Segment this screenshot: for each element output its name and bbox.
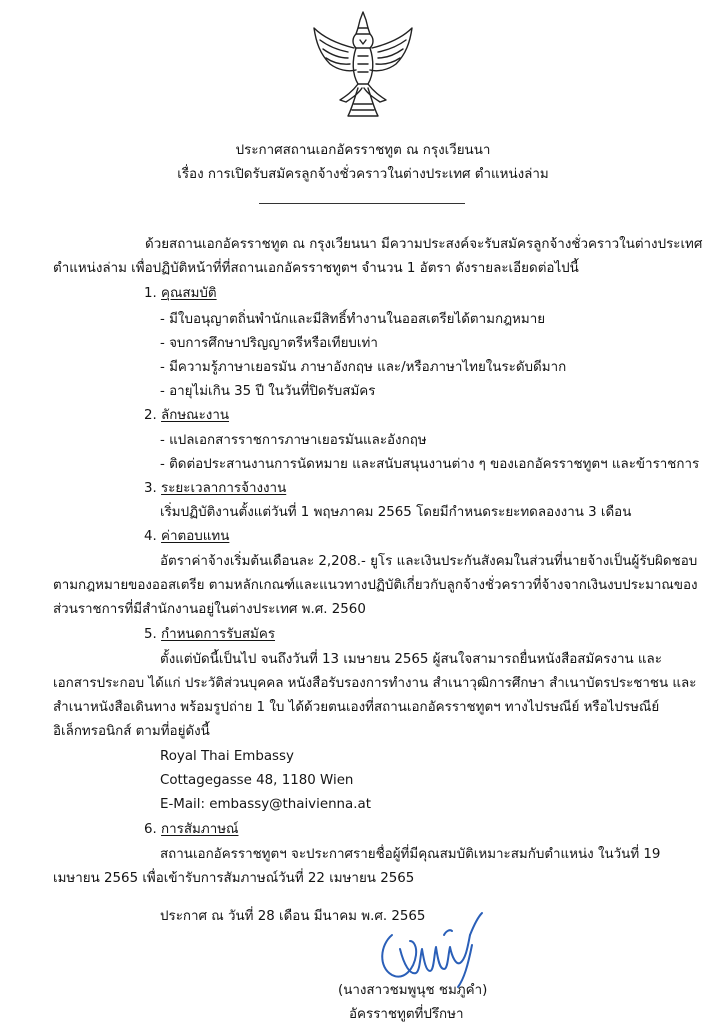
intro-line-1: ด้วยสถานเอกอัครราชทูต ณ กรุงเวียนนา มีความประสงค์จะรับสมัครลูกจ้างชั่วคราวในต่างประเทศ [145, 237, 703, 252]
section-number: 1. [144, 286, 157, 301]
section-4-line-2: ตามกฎหมายของออสเตรีย ตามหลักเกณฑ์และแนวทางปฏิบัติเกี่ยวกับลูกจ้างชั่วคราวที่จ้างจากเงินงบประมาณของ [53, 578, 698, 593]
list-item: - อายุไม่เกิน 35 ปี ในวันที่ปิดรับสมัคร [160, 384, 376, 399]
subject-line: เรื่อง การเปิดรับสมัครลูกจ้างชั่วคราวในต่างประเทศ ตำแหน่งล่าม [177, 167, 549, 182]
section-number: 4. [144, 529, 157, 544]
list-item: - จบการศึกษาปริญญาตรีหรือเทียบเท่า [160, 336, 378, 351]
section-6-heading [144, 823, 238, 838]
section-5-line-3: สำเนาหนังสือเดินทาง พร้อมรูปถ่าย 1 ใบ ได้ด้วยตนเองที่สถานเอกอัครราชทูตฯ ทางไปรษณีย์ หรือไปรษณีย์ [53, 700, 660, 715]
signatory-name: (นางสาวชมพูนุช ชมภูคำ) [338, 983, 488, 998]
section-number: 2. [144, 408, 157, 423]
signatory-title: อัครราชทูตที่ปรึกษา [349, 1007, 464, 1022]
section-5-line-4: อิเล็กทรอนิกส์ ตามที่อยู่ดังนี้ [53, 724, 210, 739]
section-5-line-1: ตั้งแต่บัดนี้เป็นไป จนถึงวันที่ 13 เมษายน 2565 ผู้สนใจสามารถยื่นหนังสือสมัครงาน และ [160, 652, 662, 667]
section-3-heading [144, 482, 286, 497]
section-title: ระยะเวลาการจ้างงาน [161, 481, 287, 496]
section-4-heading [144, 530, 229, 545]
list-item: - ติดต่อประสานงานการนัดหมาย และสนับสนุนงานต่าง ๆ ของเอกอัครราชทูตฯ และข้าราชการ [160, 457, 700, 472]
address-name: Royal Thai Embassy [160, 749, 294, 764]
section-3-text: เริ่มปฏิบัติงานตั้งแต่วันที่ 1 พฤษภาคม 2565 โดยมีกำหนดระยะทดลองงาน 3 เดือน [160, 505, 632, 520]
section-5-line-2: เอกสารประกอบ ได้แก่ ประวัติส่วนบุคคล หนังสือรับรองการทำงาน สำเนาวุฒิการศึกษา สำเนาบัตรประชาชน และ [53, 676, 697, 691]
address-street: Cottagegasse 48, 1180 Wien [160, 773, 354, 788]
section-5-heading [144, 628, 275, 643]
signature-icon [370, 905, 490, 990]
section-6-line-1: สถานเอกอัครราชทูตฯ จะประกาศรายชื่อผู้ที่มีคุณสมบัติเหมาะสมกับตำแหน่ง ในวันที่ 19 [160, 847, 661, 862]
section-4-line-1: อัตราค่าจ้างเริ่มต้นเดือนละ 2,208.- ยูโร และเงินประกันสังคมในส่วนที่นายจ้างเป็นผู้รับผิดชอบ [160, 554, 698, 569]
address-email: E-Mail: embassy@thaivienna.at [160, 797, 371, 812]
section-title: กำหนดการรับสมัคร [161, 627, 276, 642]
header-divider [259, 203, 465, 204]
section-title: ค่าตอบแทน [161, 529, 230, 544]
section-number: 5. [144, 627, 157, 642]
section-6-line-2: เมษายน 2565 เพื่อเข้ารับการสัมภาษณ์วันที่ 22 เมษายน 2565 [53, 871, 415, 886]
section-2-heading [144, 409, 229, 424]
section-title: การสัมภาษณ์ [161, 822, 239, 837]
intro-line-2: ตำแหน่งล่าม เพื่อปฏิบัติหน้าที่ที่สถานเอกอัครราชทูตฯ จำนวน 1 อัตรา ดังรายละเอียดต่อไปนี้ [53, 261, 579, 276]
section-title: คุณสมบัติ [161, 286, 217, 301]
section-1-heading [144, 287, 217, 302]
section-4-line-3: ส่วนราชการที่มีสำนักงานอยู่ในต่างประเทศ พ.ศ. 2560 [53, 602, 366, 617]
list-item: - มีความรู้ภาษาเยอรมัน ภาษาอังกฤษ และ/หรือภาษาไทยในระดับดีมาก [160, 360, 567, 375]
section-number: 3. [144, 481, 157, 496]
garuda-emblem-icon [308, 8, 418, 120]
section-number: 6. [144, 822, 157, 837]
list-item: - มีใบอนุญาตถิ่นพำนักและมีสิทธิ์ทำงานในออสเตรียได้ตามกฎหมาย [160, 312, 546, 327]
announcement-heading: ประกาศสถานเอกอัครราชทูต ณ กรุงเวียนนา [235, 143, 491, 158]
announce-date: ประกาศ ณ วันที่ 28 เดือน มีนาคม พ.ศ. 2565 [160, 909, 426, 924]
list-item: - แปลเอกสารราชการภาษาเยอรมันและอังกฤษ [160, 433, 427, 448]
section-title: ลักษณะงาน [161, 408, 230, 423]
